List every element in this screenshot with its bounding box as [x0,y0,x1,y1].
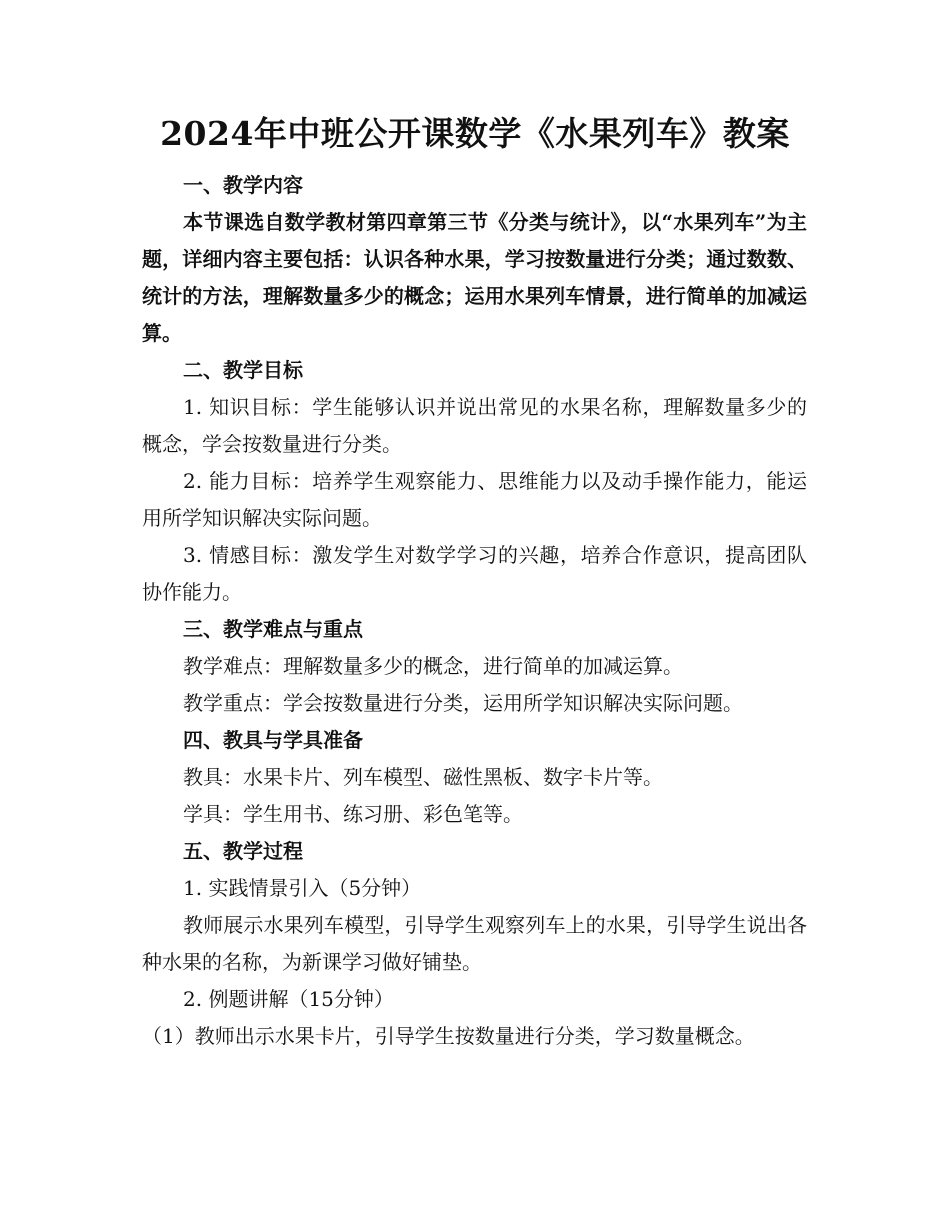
section-heading-difficulties: 三、教学难点与重点 [183,617,363,641]
paragraph-emotion-goal: 3. 情感目标：激发学生对数学学习的兴趣，培养合作意识，提高团队协作能力。 [142,543,807,604]
paragraph-step-intro-detail: 教师展示水果列车模型，引导学生观察列车上的水果，引导学生说出各种水果的名称，为新课学习做好铺垫。 [142,913,807,974]
paragraph-teacher-materials: 教具：水果卡片、列车模型、磁性黑板、数字卡片等。 [183,765,663,789]
paragraph-step-intro: 1. 实践情景引入（5分钟） [183,876,422,900]
section-heading-teaching-content: 一、教学内容 [183,173,303,197]
paragraph-content-summary: 本节课选自数学教材第四章第三节《分类与统计》，以“水果列车”为主题，详细内容主要包括：认识各种水果，学习按数量进行分类；通过数数、统计的方法，理解数量多少的概念；运用水果列车情景，进行简单的加减运算。 [142,210,807,345]
paragraph-student-materials: 学具：学生用书、练习册、彩色笔等。 [183,802,523,826]
document-body [142,167,807,1055]
section-heading-process: 五、教学过程 [183,839,303,863]
section-heading-materials: 四、教具与学具准备 [183,728,363,752]
paragraph-key-point: 教学重点：学会按数量进行分类，运用所学知识解决实际问题。 [183,691,743,715]
document-title: 2024年中班公开课数学《水果列车》教案 [160,114,790,153]
section-heading-teaching-goals: 二、教学目标 [183,358,303,382]
paragraph-difficulty: 教学难点：理解数量多少的概念，进行简单的加减运算。 [183,654,683,678]
paragraph-step-examples: 2. 例题讲解（15分钟） [183,987,394,1011]
paragraph-knowledge-goal: 1. 知识目标：学生能够认识并说出常见的水果名称，理解数量多少的概念，学会按数量进行分类。 [142,395,807,456]
paragraph-step-examples-detail: （1）教师出示水果卡片，引导学生按数量进行分类，学习数量概念。 [142,1024,755,1048]
paragraph-ability-goal: 2. 能力目标：培养学生观察能力、思维能力以及动手操作能力，能运用所学知识解决实际问题。 [142,469,807,530]
